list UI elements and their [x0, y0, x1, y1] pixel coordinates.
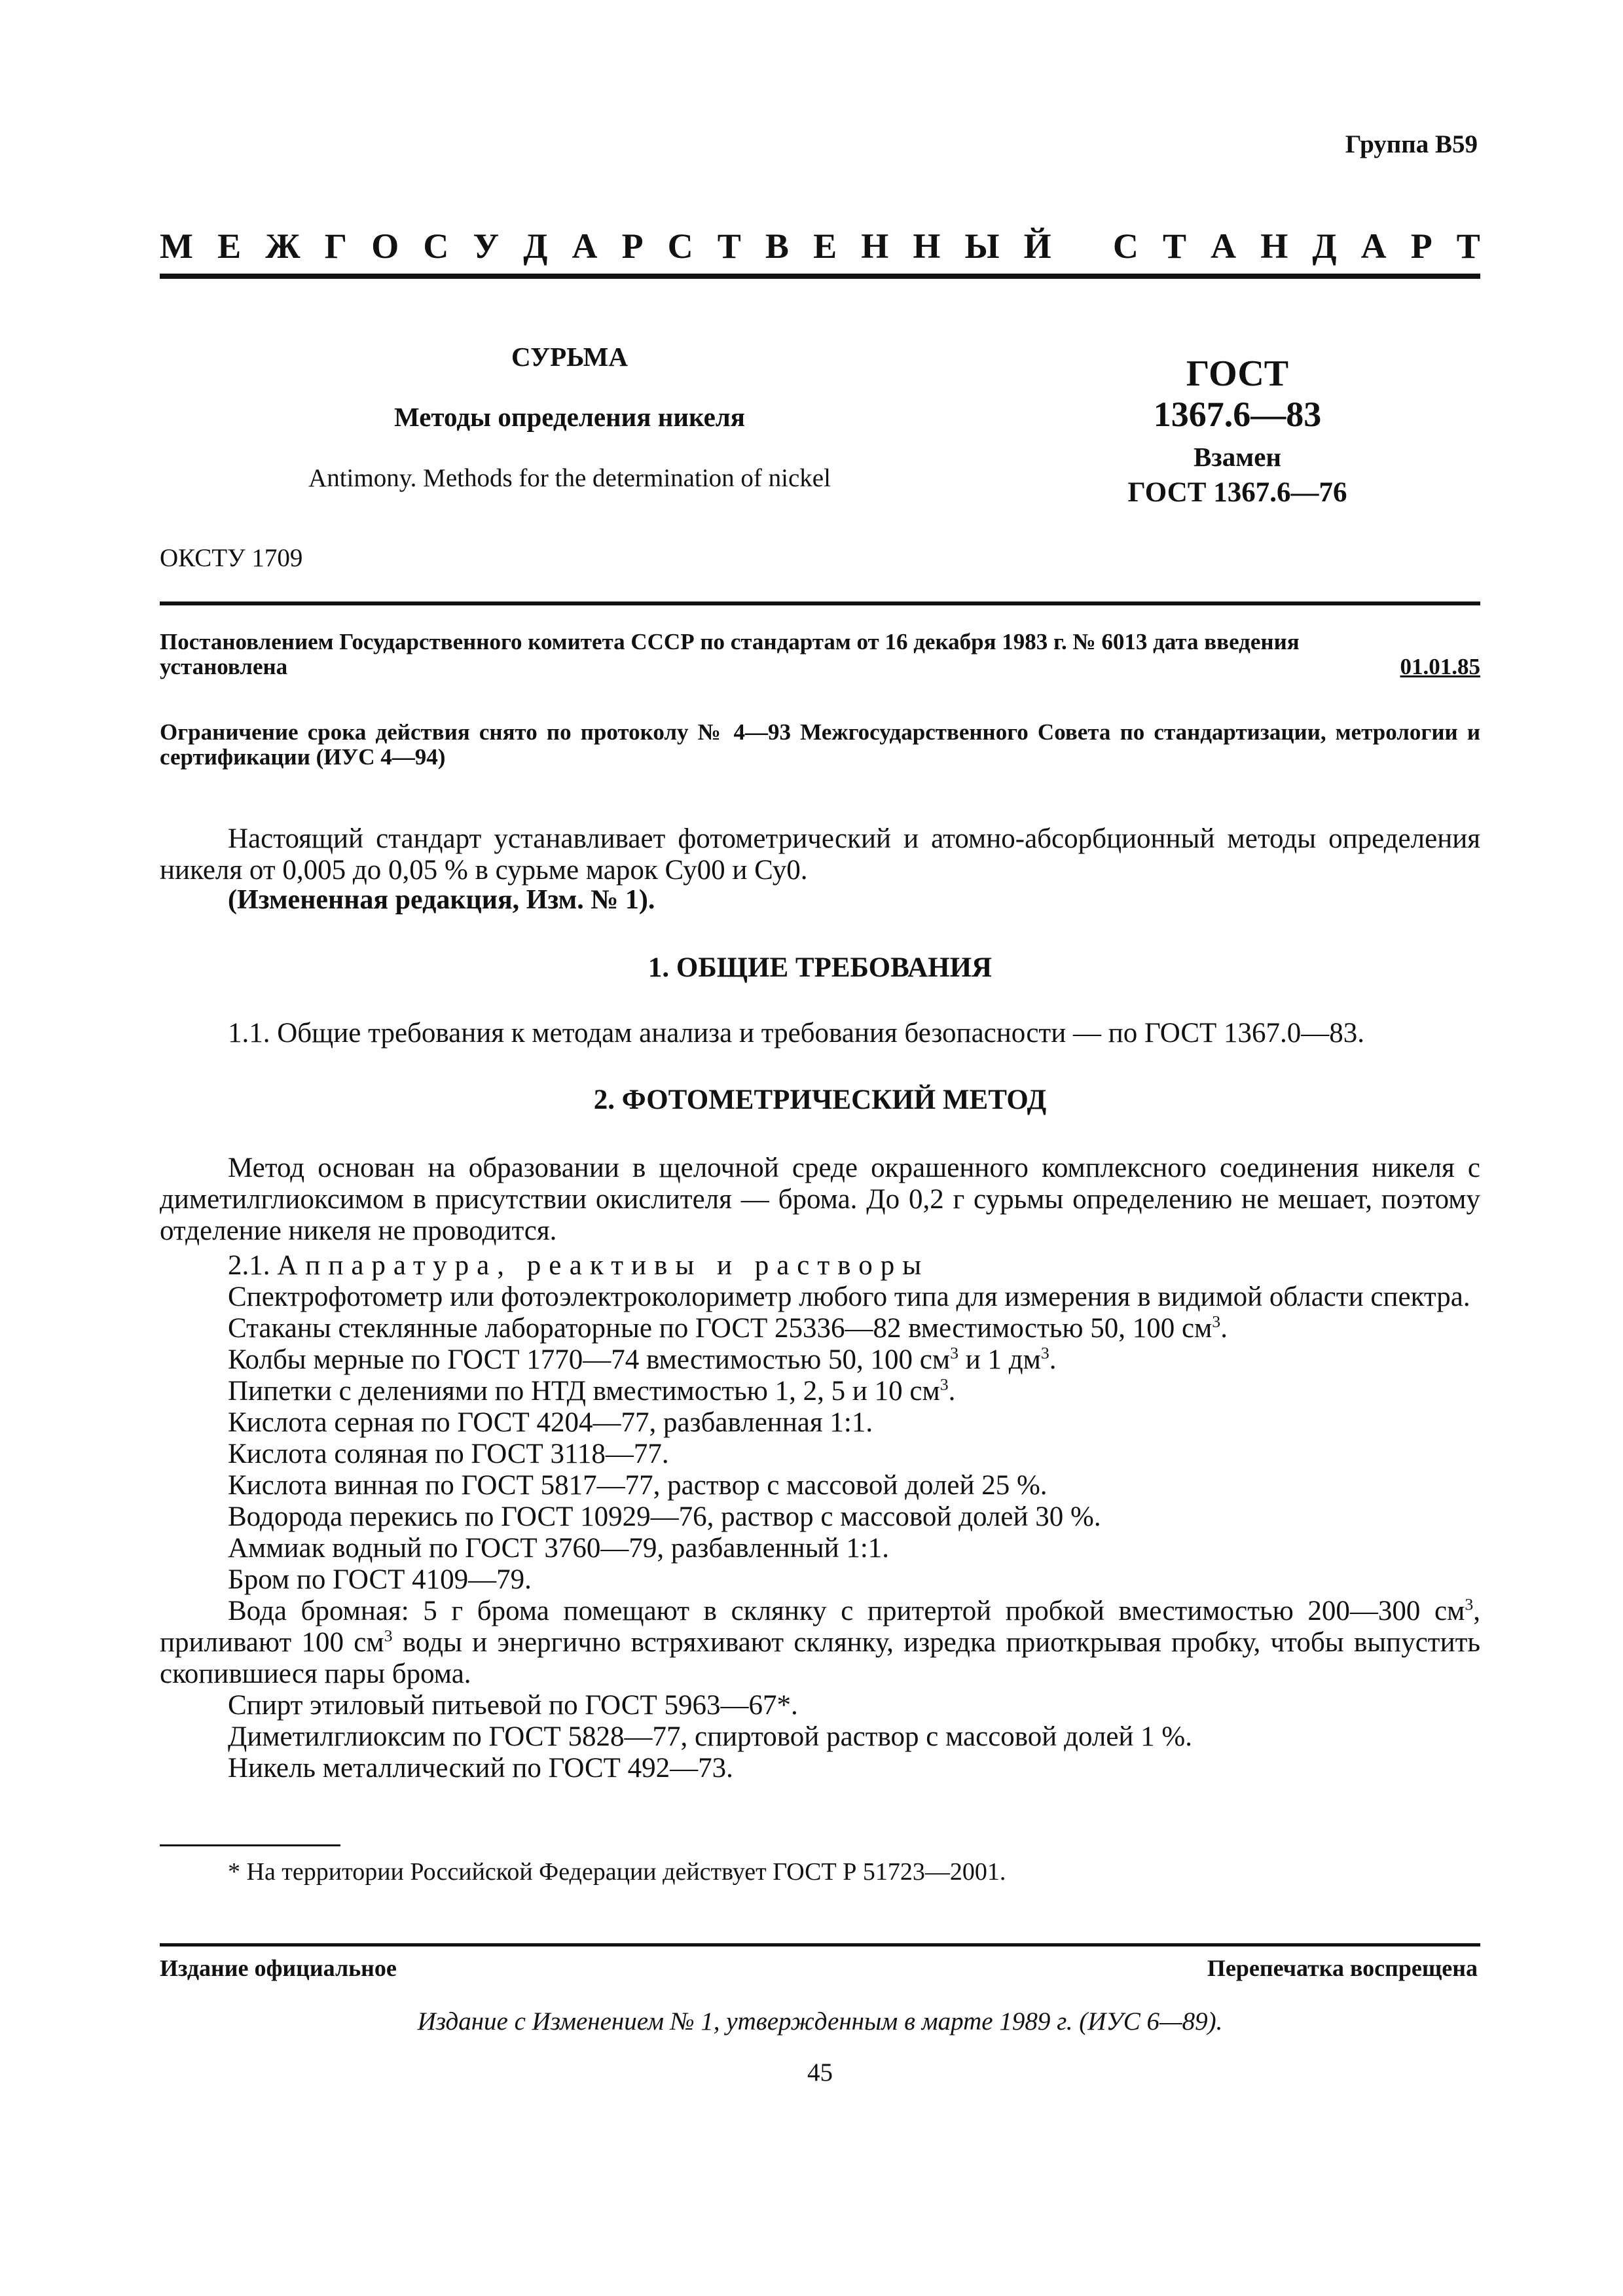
superscript: 3 — [1040, 1343, 1049, 1363]
limitation-paragraph: Ограничение срока действия снято по протоколу № 4—93 Межгосударственного Совета по стандартизации, метрологии и сертификации (ИУС 4—94) — [160, 719, 1480, 770]
okstu-code: ОКСТУ 1709 — [160, 544, 303, 572]
subsection-title — [160, 1250, 1480, 1282]
document-subtitle: Методы определения никеля — [394, 402, 745, 432]
banner-letter: А — [1211, 226, 1237, 266]
banner-letter: О — [371, 226, 399, 266]
punctuation: . — [1049, 1344, 1057, 1375]
list-item-text: Стаканы стеклянные лабораторные по ГОСТ 25336—82 вместимостью 50, 100 см — [228, 1313, 1213, 1344]
list-item: Кислота винная по ГОСТ 5817—77, раствор с массовой долей 25 %. — [228, 1470, 1048, 1501]
banner-letter: Н — [861, 226, 889, 266]
banner-letter: Е — [813, 226, 837, 266]
punctuation: . — [948, 1376, 956, 1407]
list-item: Бром по ГОСТ 4109—79. — [228, 1564, 532, 1595]
list-item — [160, 1376, 1480, 1407]
banner-letter: С — [1112, 226, 1139, 266]
decree-line2 — [160, 655, 1480, 679]
reprint-prohibited: Перепечатка воспрещена — [1207, 1955, 1478, 1981]
section1-heading: 1. ОБЩИЕ ТРЕБОВАНИЯ — [647, 952, 993, 983]
section2-heading: 2. ФОТОМЕТРИЧЕСКИЙ МЕТОД — [593, 1085, 1047, 1115]
list-item-text: Пипетки с делениями по НТД вместимостью 1, 2, 5 и 10 см — [228, 1376, 940, 1407]
superscript: 3 — [1465, 1594, 1474, 1614]
list-item — [160, 1313, 1480, 1344]
superscript: 3 — [939, 1374, 949, 1394]
banner-letter: Ы — [964, 226, 1000, 266]
page-number: 45 — [807, 2058, 833, 2087]
banner-letter: Т — [1162, 226, 1186, 266]
list-item: Аммиак водный по ГОСТ 3760—79, разбавленный 1:1. — [228, 1533, 890, 1564]
banner-letter: А — [1360, 226, 1387, 266]
method-paragraph: Метод основан на образовании в щелочной среде окрашенного комплексного соединения никеля с диметилглиоксимом в присутствии окислителя — брома. До 0,2 г сурьмы определению не мешает, поэтому отделение никеля не проводится. — [160, 1153, 1480, 1246]
list-item-text: , приливают 100 см — [160, 1596, 1480, 1658]
banner-letter: Р — [1410, 226, 1432, 266]
banner-letter: С — [423, 226, 449, 266]
subsection-name: Аппаратура, реактивы и растворы — [277, 1250, 930, 1281]
gost-number: 1367.6—83 — [1153, 395, 1322, 434]
banner-letter: В — [765, 226, 789, 266]
list-item-text: Вода бромная: 5 г брома помещают в склянку с притертой пробкой вместимостью 200—300 см — [228, 1596, 1465, 1626]
banner-letter: Д — [523, 226, 548, 266]
decree-line1: Постановлением Государственного комитета СССР по стандартам от 16 декабря 1983 г. № 6013 дата введения — [160, 629, 1300, 655]
effective-date: 01.01.85 — [1400, 654, 1480, 679]
replaces-label: Взамен — [1193, 442, 1282, 472]
banner-letter: М — [160, 226, 193, 266]
list-item: Кислота соляная по ГОСТ 3118—77. — [228, 1439, 669, 1469]
edition-amendment-note: Издание с Изменением № 1, утвержденным в марте 1989 г. (ИУС 6—89). — [417, 2007, 1223, 2036]
banner-letter: Ж — [265, 226, 301, 266]
list-item: Никель металлический по ГОСТ 492—73. — [228, 1753, 733, 1784]
list-item: Кислота серная по ГОСТ 4204—77, разбавленная 1:1. — [228, 1407, 873, 1438]
group-code: Группа В59 — [1345, 130, 1478, 158]
superscript: 3 — [384, 1626, 393, 1645]
punctuation: . — [1220, 1313, 1228, 1344]
footer-rule — [160, 1943, 1480, 1946]
gost-designation — [1087, 353, 1388, 511]
list-item: Диметилглиоксим по ГОСТ 5828—77, спиртовой раствор с массовой долей 1 %. — [228, 1721, 1193, 1752]
banner-letter: С — [667, 226, 693, 266]
list-item: Спектрофотометр или фотоэлектроколориметр любого типа для измерения в видимой области спектра. — [228, 1282, 1470, 1312]
list-item — [160, 1596, 1480, 1690]
banner-letter: Н — [913, 226, 941, 266]
banner-letter: Р — [621, 226, 644, 266]
english-title: Antimony. Methods for the determination of nickel — [308, 464, 831, 492]
banner-letter: Т — [1456, 226, 1480, 266]
banner-letter: Й — [1023, 226, 1051, 266]
footnote-separator — [160, 1844, 340, 1846]
banner-letter: Е — [217, 226, 242, 266]
superscript: 3 — [1212, 1312, 1221, 1331]
banner-letter: А — [572, 226, 598, 266]
official-edition: Издание официальное — [160, 1955, 397, 1981]
banner-letter: Н — [1260, 226, 1288, 266]
section1-item: 1.1. Общие требования к методам анализа и требования безопасности — по ГОСТ 1367.0—83. — [228, 1018, 1365, 1049]
superscript: 3 — [950, 1343, 958, 1363]
edition-note: (Измененная редакция, Изм. № 1). — [228, 885, 655, 915]
replaces-gost: ГОСТ 1367.6—76 — [1127, 477, 1347, 508]
banner-letter: Т — [717, 226, 741, 266]
subsection-number: 2.1. — [228, 1250, 270, 1281]
list-item-text: и 1 дм — [958, 1344, 1041, 1375]
banner-letter: У — [473, 226, 500, 266]
banner-letter: Д — [1312, 226, 1337, 266]
document-title: СУРЬМА — [511, 342, 628, 372]
list-item-text: воды и энергично встряхивают склянку, изредка приоткрывая пробку, чтобы выпустить скопившиеся пары брома. — [160, 1627, 1480, 1689]
reagents-list — [160, 1250, 1480, 1784]
banner-gap — [1076, 226, 1089, 266]
banner-letter: Г — [324, 226, 348, 266]
decree-paragraph — [160, 630, 1480, 679]
top-rule — [160, 274, 1480, 279]
list-item: Водорода перекись по ГОСТ 10929—76, раствор с массовой долей 30 %. — [228, 1501, 1101, 1532]
gost-label: ГОСТ — [1186, 353, 1289, 394]
list-item: Спирт этиловый питьевой по ГОСТ 5963—67*. — [228, 1690, 798, 1721]
intro-paragraph: Настоящий стандарт устанавливает фотометрический и атомно-абсорбционный методы определения никеля от 0,005 до 0,05 % в сурьме марок Су00 и Су0. — [160, 823, 1480, 886]
standard-banner — [160, 226, 1480, 266]
list-item — [160, 1344, 1480, 1376]
decree-established: установлена — [160, 654, 288, 679]
footnote: * На территории Российской Федерации действует ГОСТ Р 51723—2001. — [228, 1858, 1006, 1886]
section-rule — [160, 601, 1480, 605]
list-item-text: Колбы мерные по ГОСТ 1770—74 вместимостью 50, 100 см — [228, 1344, 951, 1375]
